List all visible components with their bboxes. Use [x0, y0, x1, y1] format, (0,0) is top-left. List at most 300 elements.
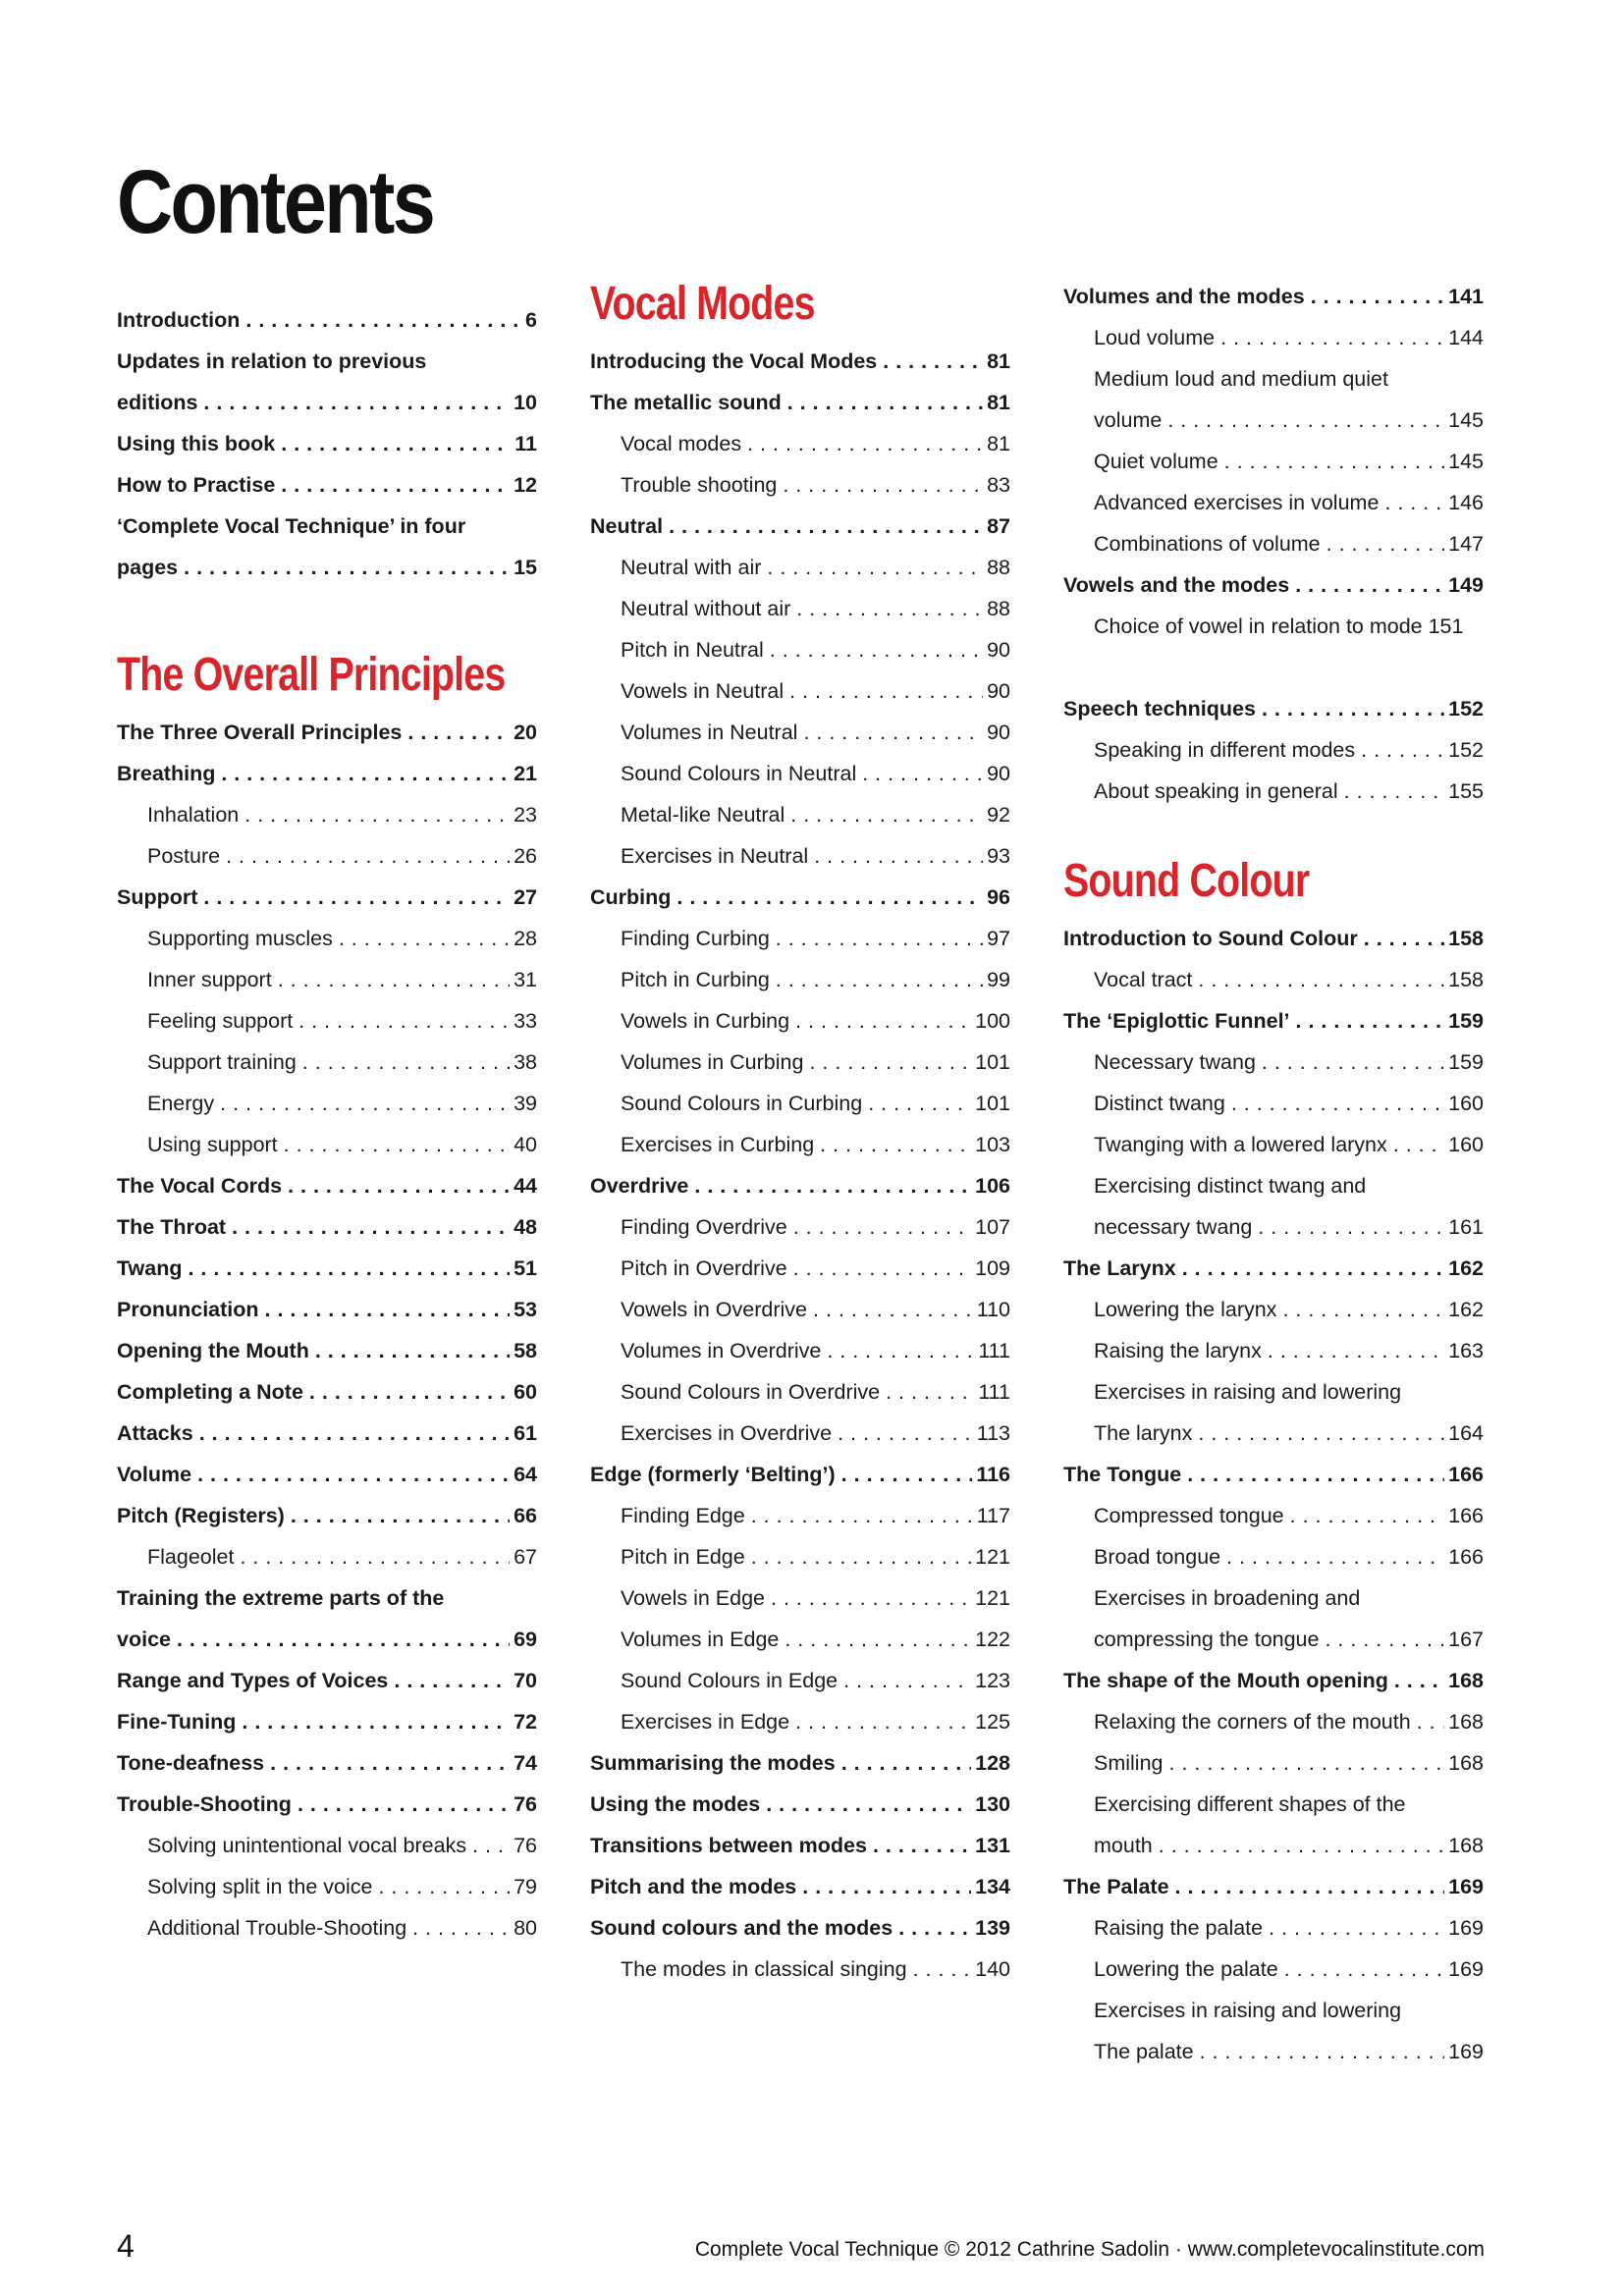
- toc-entry: [1063, 722, 1484, 764]
- toc-entry-page: 66: [514, 1503, 537, 1527]
- dot-leader: [339, 929, 510, 950]
- toc-entry-page: 31: [514, 967, 537, 991]
- dot-leader: [1175, 1877, 1445, 1898]
- dot-leader: [843, 1671, 971, 1692]
- toc-entry: [117, 334, 537, 375]
- toc-entry-title: The Tongue: [1063, 1462, 1182, 1486]
- toc-entry: [590, 1488, 1010, 1529]
- dot-leader: [694, 1176, 971, 1198]
- toc-entry: [590, 1818, 1010, 1859]
- toc-entry-title: Summarising the modes: [590, 1750, 836, 1775]
- toc-entry: [590, 622, 1010, 664]
- toc-entry: [590, 581, 1010, 622]
- toc-entry-title: Using support: [147, 1132, 278, 1156]
- dot-leader: [1198, 1423, 1444, 1445]
- toc-entry: [590, 1942, 1010, 1983]
- toc-entry: [117, 1200, 537, 1241]
- dot-leader: [751, 1547, 971, 1569]
- dot-leader: [1290, 1506, 1445, 1527]
- toc-entry-page: 125: [975, 1709, 1010, 1734]
- toc-entry: [590, 1076, 1010, 1117]
- toc-entry-page: 81: [987, 390, 1010, 414]
- toc-entry-page: 81: [987, 348, 1010, 373]
- toc-entry-title: Solving unintentional vocal breaks: [147, 1833, 467, 1857]
- toc-entry: [1063, 1777, 1484, 1818]
- dot-leader: [203, 887, 510, 909]
- toc-entry-page: 169: [1448, 2039, 1484, 2063]
- toc-entry-page: 110: [976, 1297, 1010, 1321]
- toc-entry: [590, 1859, 1010, 1900]
- toc-entry: [117, 952, 537, 993]
- toc-entry: [1063, 1529, 1484, 1571]
- toc-entry: [1063, 1035, 1484, 1076]
- toc-entry-page: 99: [987, 967, 1010, 991]
- toc-entry-title: Vowels in Curbing: [621, 1008, 790, 1033]
- toc-entry-page: 12: [514, 472, 537, 497]
- toc-entry-page: 121: [975, 1585, 1010, 1610]
- toc-entry-page: 167: [1448, 1627, 1484, 1651]
- toc-entry: [590, 1241, 1010, 1282]
- toc-entry-title: Using the modes: [590, 1791, 761, 1816]
- toc-entry-title: Advanced exercises in volume: [1094, 490, 1380, 514]
- dot-leader: [1326, 534, 1444, 556]
- toc-entry-title: Neutral with air: [621, 555, 762, 579]
- toc-entry-title: Vowels and the modes: [1063, 572, 1290, 597]
- toc-entry-page: 20: [514, 720, 537, 744]
- toc-entry: [590, 1571, 1010, 1612]
- vocal-modes-list: [590, 334, 1010, 1983]
- dot-leader: [309, 1382, 510, 1404]
- toc-entry-title: The Three Overall Principles: [117, 720, 403, 744]
- toc-entry-title: Range and Types of Voices: [117, 1668, 389, 1692]
- toc-entry-page: 145: [1448, 407, 1484, 432]
- toc-entry-title: Transitions between modes: [590, 1833, 867, 1857]
- dot-leader: [796, 599, 983, 620]
- toc-entry-title: Exercises in Edge: [621, 1709, 790, 1734]
- dot-leader: [1262, 1052, 1444, 1074]
- toc-entry: [590, 1735, 1010, 1777]
- toc-entry-page: 101: [975, 1049, 1010, 1074]
- toc-entry: [1063, 1488, 1484, 1529]
- toc-entry-page: 168: [1448, 1668, 1484, 1692]
- toc-entry-title: Exercises in Overdrive: [621, 1420, 833, 1445]
- toc-entry-page: 130: [975, 1791, 1010, 1816]
- toc-entry: [1063, 1983, 1484, 2024]
- toc-entry-title: Curbing: [590, 884, 672, 909]
- toc-entry: [117, 1735, 537, 1777]
- toc-entry-title: Speech techniques: [1063, 696, 1256, 721]
- toc-entry-title: Vowels in Edge: [621, 1585, 766, 1610]
- toc-entry-page: 162: [1448, 1255, 1484, 1280]
- toc-entry-page: 160: [1448, 1091, 1484, 1115]
- toc-entry-page: 163: [1448, 1338, 1484, 1362]
- toc-entry-page: 15: [514, 555, 537, 579]
- dot-leader: [751, 1506, 973, 1527]
- dot-leader: [270, 1753, 510, 1775]
- toc-entry-title: voice: [117, 1627, 171, 1651]
- dot-leader: [291, 1506, 510, 1527]
- dot-leader: [197, 1465, 510, 1486]
- toc-entry-page: 90: [987, 720, 1010, 744]
- toc-entry-title: The shape of the Mouth opening: [1063, 1668, 1388, 1692]
- toc-entry-title: The ‘Epiglottic Funnel’: [1063, 1008, 1290, 1033]
- dot-leader: [789, 681, 983, 703]
- toc-entry-title: Combinations of volume: [1094, 531, 1321, 556]
- toc-entry: [590, 1282, 1010, 1323]
- toc-entry-page: 131: [975, 1833, 1010, 1857]
- dot-leader: [862, 764, 983, 785]
- toc-entry-page: 111: [978, 1379, 1010, 1404]
- toc-entry-title: Flageolet: [147, 1544, 235, 1569]
- toc-entry-title: Neutral without air: [621, 596, 791, 620]
- toc-entry-page: 121: [975, 1544, 1010, 1569]
- toc-entry-page: 76: [514, 1833, 537, 1857]
- dot-leader: [1344, 781, 1444, 803]
- dot-leader: [776, 929, 983, 950]
- toc-entry-title: Volumes in Overdrive: [621, 1338, 822, 1362]
- dot-leader: [1198, 970, 1444, 991]
- toc-entry-title: Choice of vowel in relation to mode 151: [1094, 614, 1464, 638]
- dot-leader: [802, 1877, 971, 1898]
- toc-entry: [1063, 1364, 1484, 1406]
- toc-entry: [590, 1323, 1010, 1364]
- toc-entry-title: The Vocal Cords: [117, 1173, 283, 1198]
- toc-entry-title: Feeling support: [147, 1008, 294, 1033]
- dot-leader: [315, 1341, 510, 1362]
- toc-entry-page: 48: [514, 1214, 537, 1239]
- toc-entry: [590, 1200, 1010, 1241]
- dot-leader: [1284, 1959, 1444, 1981]
- toc-entry-page: 70: [514, 1668, 537, 1692]
- toc-entry-title: The larynx: [1094, 1420, 1193, 1445]
- toc-entry-page: 61: [514, 1420, 537, 1445]
- toc-entry-page: 145: [1448, 449, 1484, 473]
- toc-entry: [590, 952, 1010, 993]
- toc-entry-title: Trouble-Shooting: [117, 1791, 292, 1816]
- dot-leader: [787, 393, 983, 414]
- dot-leader: [1282, 1300, 1444, 1321]
- toc-entry: [1063, 1612, 1484, 1653]
- toc-entry-page: 100: [975, 1008, 1010, 1033]
- toc-entry-title: The palate: [1094, 2039, 1194, 2063]
- toc-entry-page: 28: [514, 926, 537, 950]
- toc-entry-title: Pitch in Curbing: [621, 967, 770, 991]
- toc-entry-title: Overdrive: [590, 1173, 689, 1198]
- toc-entry: [590, 1900, 1010, 1942]
- dot-leader: [378, 1877, 510, 1898]
- toc-entry-title: Pitch in Edge: [621, 1544, 745, 1569]
- toc-entry-title: Pitch (Registers): [117, 1503, 285, 1527]
- toc-entry-title: Trouble shooting: [621, 472, 778, 497]
- toc-entry: [590, 746, 1010, 787]
- dot-leader: [1258, 1217, 1444, 1239]
- dot-leader: [767, 558, 983, 579]
- toc-entry-page: 106: [975, 1173, 1010, 1198]
- toc-entry-title: Sound Colours in Curbing: [621, 1091, 863, 1115]
- toc-entry-title: Opening the Mouth: [117, 1338, 309, 1362]
- dot-leader: [1167, 410, 1444, 432]
- toc-entry-page: 158: [1448, 926, 1484, 950]
- toc-entry-page: 166: [1448, 1544, 1484, 1569]
- toc-entry: [117, 1323, 537, 1364]
- toc-entry-title: Support training: [147, 1049, 297, 1074]
- dot-leader: [795, 1011, 971, 1033]
- toc-entry: [1063, 1200, 1484, 1241]
- toc-entry: [590, 1653, 1010, 1694]
- toc-entry-title: necessary twang: [1094, 1214, 1253, 1239]
- toc-entry-title: Introduction to Sound Colour: [1063, 926, 1358, 950]
- toc-entry: [1063, 1694, 1484, 1735]
- dot-leader: [232, 1217, 510, 1239]
- toc-entry-page: 113: [976, 1420, 1010, 1445]
- toc-entry: [590, 1777, 1010, 1818]
- toc-entry-page: 164: [1448, 1420, 1484, 1445]
- toc-entry-title: Vowels in Overdrive: [621, 1297, 807, 1321]
- toc-entry-page: 97: [987, 926, 1010, 950]
- page-title: Contents: [117, 152, 434, 252]
- dot-leader: [677, 887, 983, 909]
- toc-entry-page: 38: [514, 1049, 537, 1074]
- toc-entry-page: 92: [987, 802, 1010, 827]
- toc-entry-title: Raising the palate: [1094, 1915, 1264, 1940]
- dot-leader: [1296, 1011, 1445, 1033]
- toc-entry-title: Solving split in the voice: [147, 1874, 373, 1898]
- toc-entry-page: 159: [1448, 1008, 1484, 1033]
- toc-entry: [1063, 1117, 1484, 1158]
- toc-entry: [590, 334, 1010, 375]
- dot-leader: [783, 475, 983, 497]
- toc-entry-title: Finding Edge: [621, 1503, 745, 1527]
- toc-entry-page: 146: [1448, 490, 1484, 514]
- dot-leader: [278, 970, 510, 991]
- toc-entry-page: 81: [987, 431, 1010, 455]
- toc-entry-page: 67: [514, 1544, 537, 1569]
- dot-leader: [472, 1836, 510, 1857]
- toc-entry-page: 27: [514, 884, 537, 909]
- dot-leader: [886, 1382, 974, 1404]
- dot-leader: [1169, 1753, 1445, 1775]
- toc-entry-title: Metal-like Neutral: [621, 802, 785, 827]
- toc-entry: [117, 1158, 537, 1200]
- toc-entry: [117, 1859, 537, 1900]
- toc-entry-title: Fine-Tuning: [117, 1709, 237, 1734]
- toc-entry: [117, 746, 537, 787]
- toc-entry-title: Using this book: [117, 431, 276, 455]
- toc-entry-title: Loud volume: [1094, 325, 1216, 349]
- toc-entry: [1063, 599, 1484, 640]
- toc-entry: [117, 1653, 537, 1694]
- toc-entry-title: The Larynx: [1063, 1255, 1176, 1280]
- toc-entry-title: Training the extreme parts of the: [117, 1585, 445, 1610]
- toc-entry-title: Pitch in Overdrive: [621, 1255, 787, 1280]
- dot-leader: [245, 310, 521, 332]
- toc-entry-page: 149: [1448, 572, 1484, 597]
- toc-entry: [117, 828, 537, 870]
- toc-entry: [117, 993, 537, 1035]
- toc-entry-page: 72: [514, 1709, 537, 1734]
- dot-leader: [793, 1258, 971, 1280]
- toc-entry-title: Supporting muscles: [147, 926, 333, 950]
- dot-leader: [1361, 740, 1444, 762]
- dot-leader: [177, 1629, 510, 1651]
- toc-entry-page: 134: [975, 1874, 1010, 1898]
- toc-entry-title: compressing the tongue: [1094, 1627, 1320, 1651]
- toc-entry: [1063, 911, 1484, 952]
- dot-leader: [226, 846, 510, 868]
- dot-leader: [770, 640, 983, 662]
- speech-techniques-list: [1063, 681, 1484, 805]
- toc-entry-title: Breathing: [117, 761, 216, 785]
- dot-leader: [913, 1959, 972, 1981]
- dot-leader: [1159, 1836, 1444, 1857]
- toc-entry-title: Energy: [147, 1091, 215, 1115]
- dot-leader: [1364, 929, 1444, 950]
- toc-entry-page: 128: [975, 1750, 1010, 1775]
- toc-entry: [1063, 1653, 1484, 1694]
- toc-entry-title: Volumes in Edge: [621, 1627, 780, 1651]
- toc-entry-title: Twang: [117, 1255, 183, 1280]
- toc-entry-title: Exercises in raising and lowering: [1094, 1998, 1402, 2022]
- toc-entry: [1063, 1158, 1484, 1200]
- toc-entry-page: 141: [1448, 284, 1484, 308]
- toc-entry: [590, 1447, 1010, 1488]
- dot-leader: [1311, 287, 1444, 308]
- toc-entry-title: Completing a Note: [117, 1379, 303, 1404]
- toc-entry: [590, 540, 1010, 581]
- toc-entry-page: 90: [987, 637, 1010, 662]
- toc-entry-page: 169: [1448, 1956, 1484, 1981]
- toc-entry: [117, 1900, 537, 1942]
- toc-entry-page: 159: [1448, 1049, 1484, 1074]
- toc-entry-page: 147: [1448, 531, 1484, 556]
- toc-entry: [590, 664, 1010, 705]
- toc-entry-title: Exercising different shapes of the: [1094, 1791, 1406, 1816]
- toc-entry-page: 90: [987, 761, 1010, 785]
- toc-entry: [117, 499, 537, 540]
- toc-entry: [117, 870, 537, 911]
- toc-entry-page: 162: [1448, 1297, 1484, 1321]
- dot-leader: [776, 970, 983, 991]
- toc-entry-page: 169: [1448, 1874, 1484, 1898]
- toc-entry-title: Introducing the Vocal Modes: [590, 348, 878, 373]
- toc-entry-page: 103: [975, 1132, 1010, 1156]
- toc-entry-page: 11: [514, 431, 537, 455]
- toc-entry-page: 168: [1448, 1750, 1484, 1775]
- toc-entry: [117, 911, 537, 952]
- dot-leader: [302, 1052, 510, 1074]
- dot-leader: [827, 1341, 974, 1362]
- toc-entry-title: Distinct twang: [1094, 1091, 1225, 1115]
- toc-entry-page: 101: [975, 1091, 1010, 1115]
- toc-entry-title: The modes in classical singing: [621, 1956, 907, 1981]
- toc-entry-title: Vocal modes: [621, 431, 742, 455]
- toc-entry-page: 107: [975, 1214, 1010, 1239]
- toc-entry: [1063, 1735, 1484, 1777]
- toc-entry-title: Inhalation: [147, 802, 240, 827]
- toc-entry-title: The Palate: [1063, 1874, 1169, 1898]
- toc-entry-title: Raising the larynx: [1094, 1338, 1262, 1362]
- dot-leader: [1187, 1465, 1444, 1486]
- toc-entry-title: Exercises in broadening and: [1094, 1585, 1361, 1610]
- toc-entry: [1063, 310, 1484, 351]
- toc-entry-page: 117: [976, 1503, 1010, 1527]
- dot-leader: [790, 805, 983, 827]
- toc-entry-page: 139: [975, 1915, 1010, 1940]
- toc-entry: [1063, 993, 1484, 1035]
- toc-entry-title: Tone-deafness: [117, 1750, 265, 1775]
- toc-entry: [117, 293, 537, 334]
- toc-entry-page: 74: [514, 1750, 537, 1775]
- toc-entry-page: 116: [976, 1462, 1010, 1486]
- dot-leader: [868, 1094, 971, 1115]
- footer-credit: Complete Vocal Technique © 2012 Cathrine Sadolin · www.completevocalinstitute.com: [694, 2238, 1485, 2261]
- toc-entry-page: 80: [514, 1915, 537, 1940]
- toc-entry-page: 88: [987, 596, 1010, 620]
- toc-entry: [1063, 1447, 1484, 1488]
- toc-entry-title: Vowels in Neutral: [621, 678, 785, 703]
- toc-entry: [590, 1117, 1010, 1158]
- section-heading-overall-principles: The Overall Principles: [117, 649, 506, 701]
- toc-entry-page: 79: [514, 1874, 537, 1898]
- toc-entry: [590, 1158, 1010, 1200]
- toc-entry: [1063, 1406, 1484, 1447]
- toc-entry-title: Support: [117, 884, 198, 909]
- dot-leader: [1384, 493, 1444, 514]
- toc-entry: [117, 1571, 537, 1612]
- dot-leader: [1200, 2042, 1445, 2063]
- toc-entry-page: 39: [514, 1091, 537, 1115]
- toc-entry-title: Volumes and the modes: [1063, 284, 1305, 308]
- toc-entry-title: Necessary twang: [1094, 1049, 1256, 1074]
- dot-leader: [1295, 575, 1444, 597]
- toc-entry-page: 83: [987, 472, 1010, 497]
- toc-entry: [590, 499, 1010, 540]
- toc-entry-page: 168: [1448, 1833, 1484, 1857]
- toc-entry-page: 64: [514, 1462, 537, 1486]
- toc-entry: [117, 787, 537, 828]
- toc-entry: [117, 1529, 537, 1571]
- toc-entry-title: editions: [117, 390, 198, 414]
- toc-entry-page: 158: [1448, 967, 1484, 991]
- dot-leader: [1224, 452, 1444, 473]
- toc-entry: [590, 870, 1010, 911]
- toc-entry: [590, 993, 1010, 1035]
- toc-entry: [117, 1447, 537, 1488]
- toc-entry: [590, 375, 1010, 416]
- toc-entry: [117, 1282, 537, 1323]
- toc-entry: [117, 705, 537, 746]
- dot-leader: [883, 351, 983, 373]
- toc-entry-title: Updates in relation to previous: [117, 348, 427, 373]
- toc-entry: [1063, 952, 1484, 993]
- dot-leader: [1268, 1341, 1444, 1362]
- toc-entry-title: Sound Colours in Overdrive: [621, 1379, 881, 1404]
- toc-entry: [1063, 351, 1484, 393]
- dot-leader: [1393, 1135, 1444, 1156]
- toc-entry-page: 40: [514, 1132, 537, 1156]
- toc-entry-title: The Throat: [117, 1214, 227, 1239]
- dot-leader: [412, 1918, 510, 1940]
- dot-leader: [407, 722, 510, 744]
- dot-leader: [244, 805, 510, 827]
- toc-entry-page: 88: [987, 555, 1010, 579]
- dot-leader: [1226, 1547, 1444, 1569]
- toc-entry-title: Pronunciation: [117, 1297, 259, 1321]
- toc-entry-title: Finding Curbing: [621, 926, 770, 950]
- toc-entry-page: 144: [1448, 325, 1484, 349]
- dot-leader: [221, 764, 510, 785]
- toc-entry-title: Exercises in raising and lowering: [1094, 1379, 1402, 1404]
